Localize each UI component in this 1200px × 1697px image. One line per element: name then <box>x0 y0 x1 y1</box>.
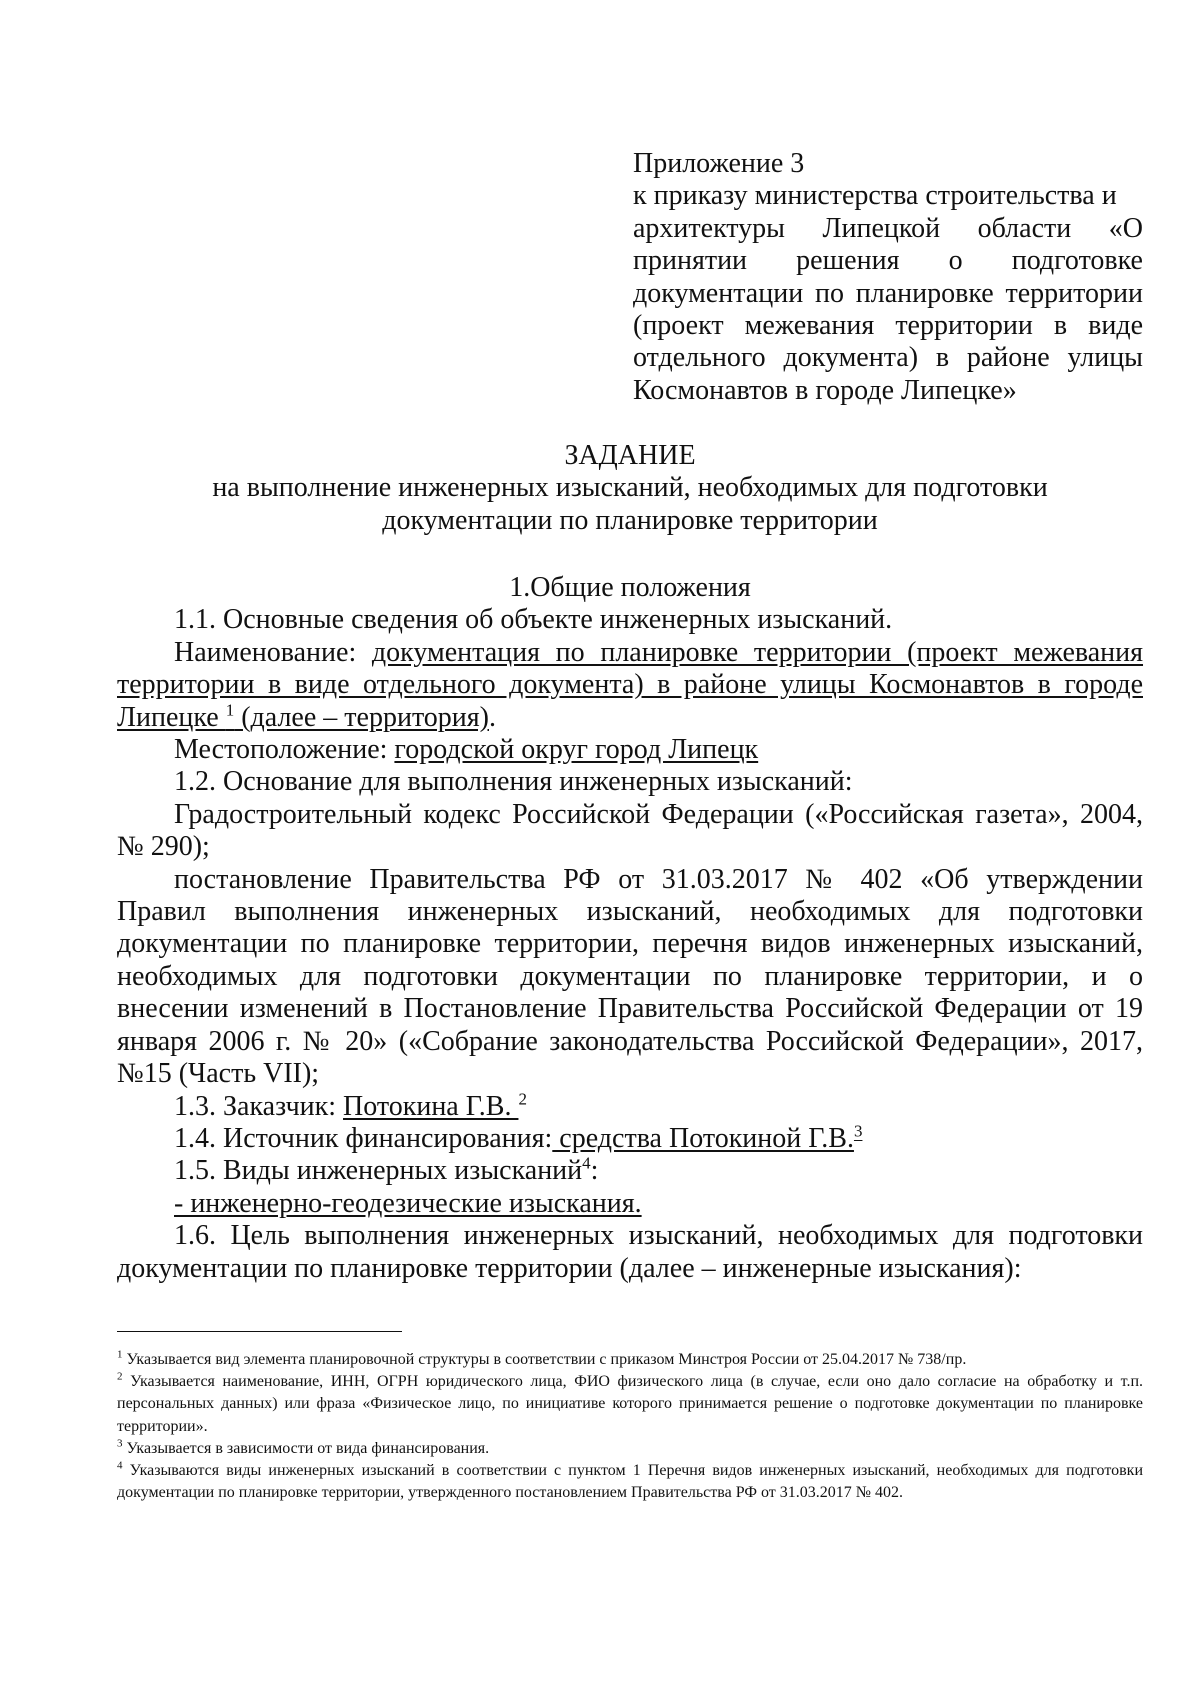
basis-line: Правил выполнения инженерных изысканий, необходимых для подготовки <box>117 896 1143 928</box>
footnote-2 <box>117 1371 1143 1438</box>
footnote-text: Указывается вид элемента планировочной структуры в соответствии с приказом Минстроя России от 25.04.2017 № 738/пр. <box>122 1351 967 1368</box>
location-label: Местоположение: <box>174 734 395 766</box>
title-subtitle-line: на выполнение инженерных изысканий, необходимых для подготовки <box>212 472 1048 504</box>
basis-line: № 290); <box>117 831 210 863</box>
appendix-line: архитектуры Липецкой области «О <box>633 212 1143 244</box>
object-name-value <box>117 702 489 733</box>
footnote-ref[interactable]: 4 <box>582 1153 591 1173</box>
appendix-header <box>633 148 1143 407</box>
customer-value: Потокина Г.В. <box>343 1090 519 1122</box>
footnote-text: Указываются виды инженерных изысканий в соответствии с пунктом 1 Перечня видов инженерных изысканий, необходимых для подготовки документации по планировке территории, утвержденного постановлением Правительства РФ от 31.03.2017 № 402. <box>117 1462 1143 1502</box>
footnotes <box>117 1349 1143 1504</box>
object-name-end: . <box>489 701 496 733</box>
footnote-text: Указывается в зависимости от вида финансирования. <box>122 1439 490 1457</box>
footnote-4 <box>117 1460 1143 1504</box>
customer-line <box>117 1091 1143 1123</box>
footnote-ref[interactable]: 1 <box>225 700 235 720</box>
object-name-line <box>117 637 1143 669</box>
basis-line: постановление Правительства РФ от 31.03.2017 № 402 «Об утверждении <box>174 863 1143 895</box>
survey-type-value: - инженерно-геодезические изыскания. <box>174 1187 642 1219</box>
document-title <box>117 440 1143 537</box>
footnote-ref[interactable]: 3 <box>853 1121 863 1141</box>
footnote-text: Указывается наименование, ИНН, ОГРН юридического лица, ФИО физического лица (в случае, если оно дало согласие на обработку и т.п. персональных данных) или фраза «Физическое лицо, по инициативе которого принимается решение о подготовке документации по планировке территории». <box>117 1373 1143 1435</box>
appendix-line: к приказу министерства строительства и <box>633 180 1117 212</box>
footnote-number: 4 <box>117 1459 123 1472</box>
object-name-line <box>117 702 1143 734</box>
title-heading: ЗАДАНИЕ <box>564 440 696 471</box>
survey-types-colon: : <box>590 1155 599 1187</box>
location-value: городской округ город Липецк <box>394 734 759 766</box>
appendix-line: документации по планировке территории <box>633 277 1143 309</box>
funding-value: средства Потокиной Г.В. <box>552 1122 854 1154</box>
footnote-number: 2 <box>117 1370 123 1383</box>
appendix-line: Космонавтов в городе Липецке» <box>633 374 1017 406</box>
customer-label: 1.3. Заказчик: <box>174 1090 344 1122</box>
survey-type-item <box>117 1188 1143 1220</box>
basis-line: необходимых для подготовки документации по планировке территории, и о <box>117 960 1143 992</box>
object-name-line <box>117 669 1143 701</box>
basis-line: Градостроительный кодекс Российской Федерации («Российская газета», 2004, <box>174 798 1143 830</box>
footnote-ref[interactable]: 2 <box>518 1089 527 1109</box>
footnote-number: 1 <box>117 1348 123 1361</box>
appendix-line: (проект межевания территории в виде <box>633 310 1143 342</box>
appendix-line: принятии решения о подготовке <box>633 245 1143 277</box>
funding-label: 1.4. Источник финансирования: <box>174 1122 553 1154</box>
footnote-1 <box>117 1349 1143 1371</box>
document-body <box>117 572 1143 1285</box>
object-name-label: Наименование: <box>174 636 372 668</box>
survey-types-label: 1.5. Виды инженерных изысканий <box>174 1155 583 1187</box>
object-name-text: (далее – территория) <box>234 701 489 733</box>
survey-types-line <box>117 1155 1143 1187</box>
location-line <box>117 734 1143 766</box>
footnote-3 <box>117 1438 1143 1460</box>
footnote-number: 3 <box>117 1437 123 1450</box>
footnote-separator <box>117 1331 402 1332</box>
object-name-value: территории в виде отдельного документа) в районе улицы Космонавтов в городе <box>117 669 1143 701</box>
appendix-line: Приложение 3 <box>633 148 805 179</box>
paragraph-1-1: 1.1. Основные сведения об объекте инженерных изысканий. <box>174 604 893 636</box>
paragraph-1-2: 1.2. Основание для выполнения инженерных изысканий: <box>174 766 853 798</box>
basis-line: внесении изменений в Постановление Правительства Российской Федерации от 19 <box>117 993 1143 1025</box>
basis-line: №15 (Часть VII); <box>117 1058 320 1090</box>
section-heading: 1.Общие положения <box>509 572 751 603</box>
title-subtitle-line: документации по планировке территории <box>382 504 878 536</box>
object-name-text: Липецке <box>117 701 226 733</box>
appendix-line: отдельного документа) в районе улицы <box>633 342 1143 374</box>
object-name-value: документация по планировке территории (проект межевания <box>371 636 1144 668</box>
basis-line: января 2006 г. № 20» («Собрание законодательства Российской Федерации», 2017, <box>117 1025 1143 1057</box>
purpose-line: 1.6. Цель выполнения инженерных изысканий, необходимых для подготовки <box>174 1220 1143 1252</box>
purpose-line: документации по планировке территории (далее – инженерные изыскания): <box>117 1252 1022 1284</box>
basis-line: документации по планировке территории, перечня видов инженерных изысканий, <box>117 928 1143 960</box>
funding-line <box>117 1123 1143 1155</box>
